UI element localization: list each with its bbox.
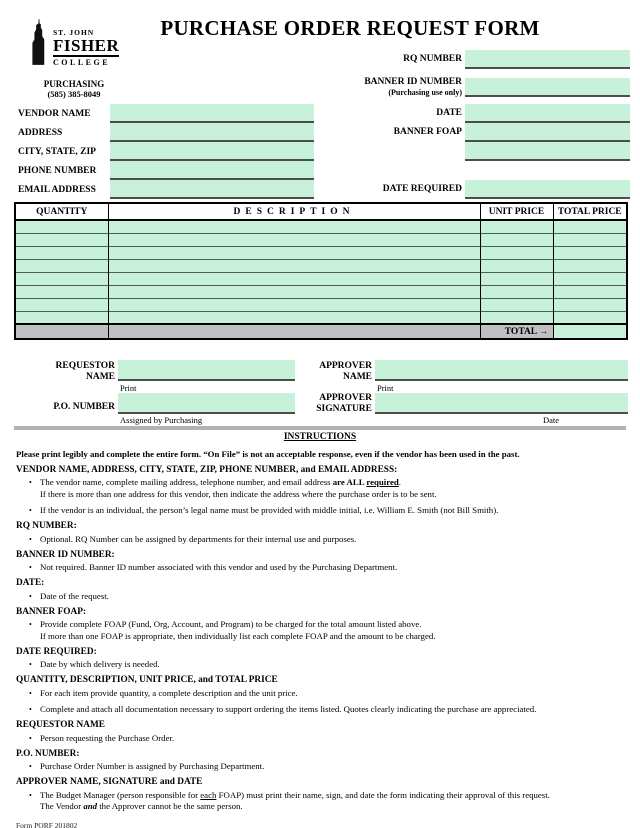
rq-number-field[interactable] <box>465 50 630 69</box>
quantity-cell[interactable] <box>15 246 108 259</box>
instructions-section <box>16 432 624 828</box>
bullet-icon: • <box>29 563 32 572</box>
total-price-cell[interactable] <box>553 298 627 311</box>
phone-number-label: PHONE NUMBER <box>18 166 97 176</box>
rq-bullet: • Optional. RQ Number can be assigned by departments for their internal use and purposes. <box>16 534 624 546</box>
qty-bullet-2: • Complete and attach all documentation necessary to support ordering the items listed. Quotes clearly indicating the purchase are appreciated. <box>16 704 624 716</box>
purchasing-dept-label: PURCHASING <box>43 79 105 89</box>
requestor-label-line1: REQUESTOR <box>55 361 115 371</box>
signature-label-line2: SIGNATURE <box>316 404 372 414</box>
po-number-field[interactable] <box>118 393 295 414</box>
requestor-name-field[interactable] <box>118 360 295 381</box>
city-state-zip-field[interactable] <box>110 142 314 161</box>
item-row-5 <box>15 272 627 285</box>
unit-price-cell[interactable] <box>480 246 553 259</box>
requestor-instr-heading: REQUESTOR NAME <box>16 720 105 730</box>
unit-price-cell[interactable] <box>480 285 553 298</box>
unit-price-cell[interactable] <box>480 311 553 324</box>
requestor-bullet: • Person requesting the Purchase Order. <box>16 733 624 745</box>
date-required-instr-heading: DATE REQUIRED: <box>16 646 97 657</box>
phone-number-field[interactable] <box>110 161 314 180</box>
bullet-icon: • <box>29 506 32 515</box>
po-number-label: P.O. NUMBER <box>53 402 115 412</box>
banner-id-sublabel: (Purchasing use only) <box>388 88 462 97</box>
approver-label-line2: NAME <box>342 372 372 382</box>
bullet-icon: • <box>29 478 32 487</box>
bullet-icon: • <box>29 591 32 601</box>
total-price-cell[interactable] <box>553 259 627 272</box>
banner-id-field[interactable] <box>465 78 630 97</box>
description-cell[interactable] <box>108 272 480 285</box>
vendor-bullet-2: • If the vendor is an individual, the person’s legal name must be provided with middle initial, i.e. William E. Smith (not Bill Smith). <box>16 505 624 517</box>
bullet-icon: • <box>29 688 32 698</box>
vendor-instr-heading: VENDOR NAME, ADDRESS, CITY, STATE, ZIP, PHONE NUMBER, and EMAIL ADDRESS: <box>16 464 398 475</box>
unit-price-cell[interactable] <box>480 220 553 233</box>
description-cell[interactable] <box>108 233 480 246</box>
total-row-description-cell <box>108 324 480 339</box>
email-address-field[interactable] <box>110 180 314 199</box>
email-address-label: EMAIL ADDRESS <box>18 185 96 195</box>
address-label: ADDRESS <box>18 128 63 138</box>
description-cell[interactable] <box>108 285 480 298</box>
logo-line-stjohn: ST. JOHN <box>53 28 95 37</box>
quantity-cell[interactable] <box>15 272 108 285</box>
city-state-zip-label: CITY, STATE, ZIP <box>18 147 96 157</box>
unit-price-header: UNIT PRICE <box>480 203 553 220</box>
quantity-cell[interactable] <box>15 220 108 233</box>
item-row-6 <box>15 285 627 298</box>
rq-instr-heading: RQ NUMBER: <box>16 521 77 531</box>
vendor-bullet-1-cont: If there is more than one address for this vendor, then indicate the address where the purchase order is to be sent. <box>40 488 437 499</box>
banner-id-bullet: • Not required. Banner ID number associated with this vendor and used by the Purchasing Department. <box>16 562 624 574</box>
vendor-name-field[interactable] <box>110 104 314 123</box>
item-row-2 <box>15 233 627 246</box>
bullet-icon: • <box>29 762 32 771</box>
approver-label-line1: APPROVER <box>319 361 372 371</box>
items-table <box>14 202 628 340</box>
banner-foap-field-2[interactable] <box>465 142 630 161</box>
banner-id-instr-heading: BANNER ID NUMBER: <box>16 549 115 560</box>
quantity-cell[interactable] <box>15 298 108 311</box>
total-price-cell[interactable] <box>553 220 627 233</box>
instructions-heading: INSTRUCTIONS <box>283 432 357 442</box>
approver-bullet-cont: The Vendor and the Approver cannot be the same person. <box>40 801 243 811</box>
item-row-4 <box>15 259 627 272</box>
item-row-3 <box>15 246 627 259</box>
section-divider <box>14 426 626 430</box>
form-id-footer: Form PORF 201802 <box>16 820 78 828</box>
date-required-bullet: • Date by which delivery is needed. <box>16 659 624 671</box>
item-row-8 <box>15 311 627 324</box>
approver-print-caption: Print <box>377 383 394 393</box>
unit-price-cell[interactable] <box>480 272 553 285</box>
page-title: PURCHASE ORDER REQUEST FORM <box>160 16 540 40</box>
date-label: DATE <box>436 108 462 118</box>
total-price-cell[interactable] <box>553 285 627 298</box>
description-cell[interactable] <box>108 311 480 324</box>
qty-bullet-1: • For each item provide quantity, a complete description and the unit price. <box>16 688 624 700</box>
banner-foap-instr-heading: BANNER FOAP: <box>16 606 86 617</box>
banner-foap-label: BANNER FOAP <box>393 127 462 137</box>
date-field[interactable] <box>465 104 630 123</box>
banner-foap-bullet-cont: If more than one FOAP is appropriate, then individually list each complete FOAP and the amount to be charged. <box>40 630 436 641</box>
total-row <box>15 324 627 339</box>
vendor-bullet-1: • The vendor name, complete mailing address, telephone number, and email address are ALL required. <box>16 477 624 489</box>
description-cell[interactable] <box>108 220 480 233</box>
po-caption: Assigned by Purchasing <box>120 415 203 425</box>
instructions-intro: Please print legibly and complete the entire form. “On File” is not an acceptable response, even if the vendor has been used in the past. <box>16 448 520 459</box>
total-price-cell[interactable] <box>553 272 627 285</box>
qty-instr-heading: QUANTITY, DESCRIPTION, UNIT PRICE, and TOTAL PRICE <box>16 675 278 685</box>
requestor-print-caption: Print <box>120 383 137 393</box>
rq-number-label: RQ NUMBER <box>403 54 462 64</box>
bullet-icon: • <box>29 660 32 669</box>
item-row-7 <box>15 298 627 311</box>
approver-bullet: • The Budget Manager (person responsible for each FOAP) must print their name, sign, and date the form indicating their approval of this request. <box>16 790 624 802</box>
banner-id-label: BANNER ID NUMBER <box>364 77 462 87</box>
bullet-icon: • <box>29 790 32 800</box>
requestor-label-line2: NAME <box>85 372 115 382</box>
banner-foap-bullet: • Provide complete FOAP (Fund, Org, Account, and Program) to be charged for the total amount listed above. <box>16 619 624 631</box>
date-required-field[interactable] <box>465 180 630 199</box>
total-label: TOTAL → <box>480 324 553 339</box>
total-row-quantity-cell <box>15 324 108 339</box>
date-instr-heading: DATE: <box>16 578 45 588</box>
item-row-1 <box>15 220 627 233</box>
college-logo <box>28 16 119 68</box>
date-bullet: • Date of the request. <box>16 591 624 603</box>
banner-foap-field-1[interactable] <box>465 123 630 142</box>
unit-price-cell[interactable] <box>480 233 553 246</box>
description-cell[interactable] <box>108 246 480 259</box>
date-required-label: DATE REQUIRED <box>382 184 462 194</box>
total-price-cell[interactable] <box>553 311 627 324</box>
unit-price-cell[interactable] <box>480 259 553 272</box>
total-price-cell[interactable] <box>553 246 627 259</box>
signature-label-line1: APPROVER <box>319 393 372 403</box>
tower-icon <box>28 16 50 68</box>
po-instr-heading: P.O. NUMBER: <box>16 748 80 759</box>
approver-name-field[interactable] <box>375 360 628 381</box>
approver-instr-heading: APPROVER NAME, SIGNATURE and DATE <box>16 777 203 787</box>
quantity-cell[interactable] <box>15 233 108 246</box>
quantity-cell[interactable] <box>15 285 108 298</box>
quantity-header: QUANTITY <box>15 203 108 220</box>
date-caption: Date <box>543 415 560 425</box>
grand-total-cell[interactable] <box>553 324 627 339</box>
vendor-name-label: VENDOR NAME <box>18 109 91 119</box>
po-bullet: • Purchase Order Number is assigned by Purchasing Department. <box>16 761 624 773</box>
bullet-icon: • <box>29 620 32 629</box>
description-cell[interactable] <box>108 259 480 272</box>
total-price-cell[interactable] <box>553 233 627 246</box>
logo-line-college: COLLEGE <box>53 58 111 67</box>
description-cell[interactable] <box>108 298 480 311</box>
bullet-icon: • <box>29 534 32 544</box>
logo-line-fisher: FISHER <box>53 36 120 55</box>
bullet-icon: • <box>29 733 32 743</box>
quantity-cell[interactable] <box>15 259 108 272</box>
bullet-icon: • <box>29 705 32 714</box>
quantity-cell[interactable] <box>15 311 108 324</box>
total-price-header: TOTAL PRICE <box>553 203 627 220</box>
purchasing-phone: (585) 385-8049 <box>47 89 101 99</box>
approver-signature-field[interactable] <box>375 393 628 414</box>
unit-price-cell[interactable] <box>480 298 553 311</box>
description-header: DESCRIPTION <box>108 203 480 220</box>
address-field[interactable] <box>110 123 314 142</box>
